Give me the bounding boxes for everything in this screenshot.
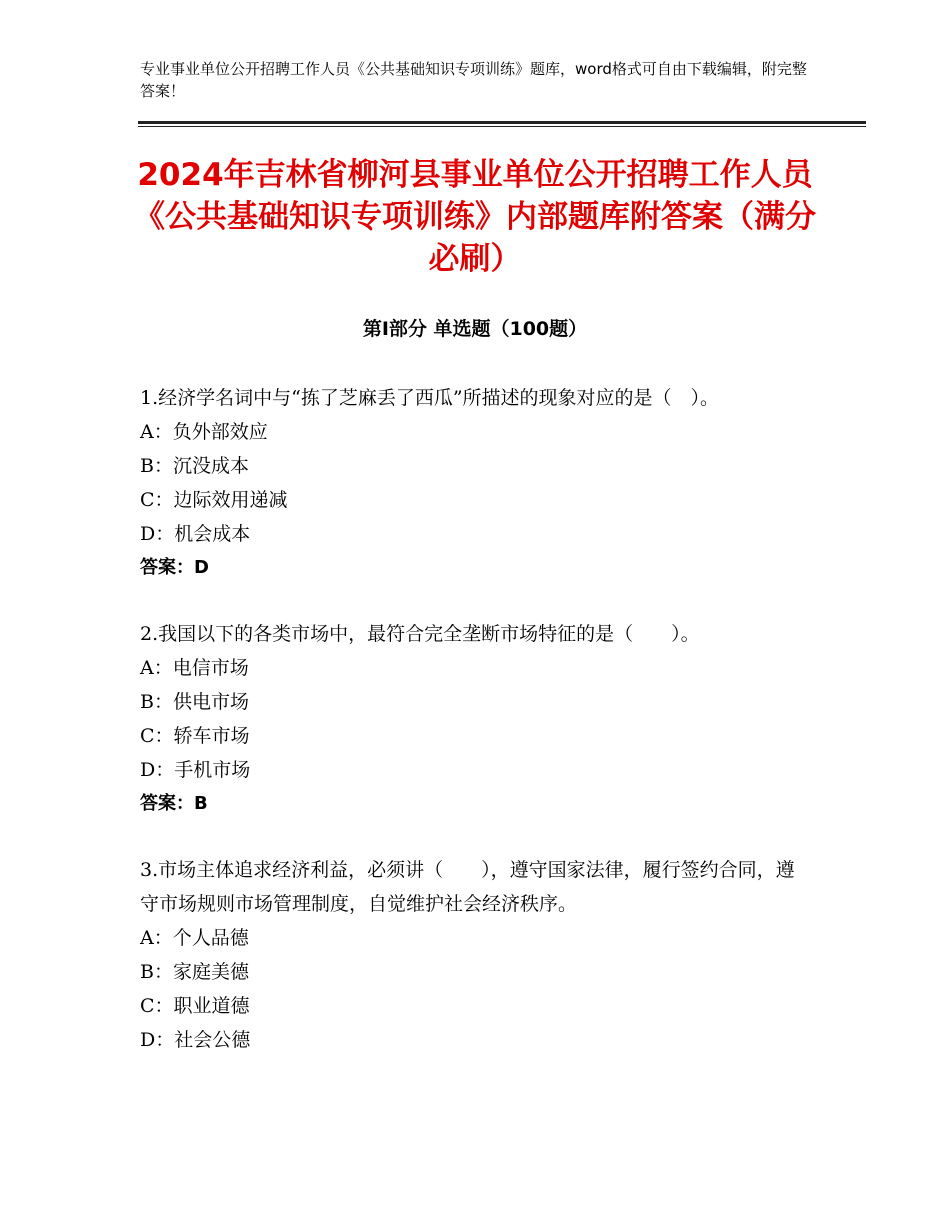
option-a: A：个人品德 (140, 927, 249, 949)
option-b: B：供电市场 (140, 691, 249, 713)
question-stem: 1.经济学名词中与“拣了芝麻丢了西瓜”所描述的现象对应的是（ ）。 (140, 387, 720, 409)
page-title: 2024年吉林省柳河县事业单位公开招聘工作人员《公共基础知识专项训练》内部题库附答案（满分必刷） (134, 157, 816, 277)
answer-label: 答案：B (140, 793, 208, 814)
option-c: C：边际效用递减 (140, 489, 288, 511)
option-d: D：手机市场 (140, 759, 251, 781)
option-b: B：沉没成本 (140, 455, 249, 477)
option-a: A：负外部效应 (140, 421, 268, 443)
option-d: D：机会成本 (140, 523, 251, 545)
option-a: A：电信市场 (140, 657, 249, 679)
question-stem: 3.市场主体追求经济利益，必须讲（ ），遵守国家法律，履行签约合同，遵守市场规则市场管理制度，自觉维护社会经济秩序。 (140, 859, 795, 915)
option-d: D：社会公德 (140, 1029, 251, 1051)
answer-label: 答案：D (140, 557, 209, 578)
header-rule-thin (138, 126, 866, 127)
question-stem: 2.我国以下的各类市场中，最符合完全垄断市场特征的是（ ）。 (140, 623, 700, 645)
question-3 (140, 853, 810, 1057)
question-list (140, 381, 810, 1089)
question-2 (140, 617, 810, 821)
header-note: 专业事业单位公开招聘工作人员《公共基础知识专项训练》题库，word格式可自由下载编辑，附完整答案！ (140, 60, 807, 100)
section-heading: 第Ⅰ部分 单选题（100题） (362, 318, 588, 340)
option-c: C：职业道德 (140, 995, 250, 1017)
option-c: C：轿车市场 (140, 725, 250, 747)
header-rule-thick (138, 121, 866, 124)
option-b: B：家庭美德 (140, 961, 249, 983)
question-1 (140, 381, 810, 585)
